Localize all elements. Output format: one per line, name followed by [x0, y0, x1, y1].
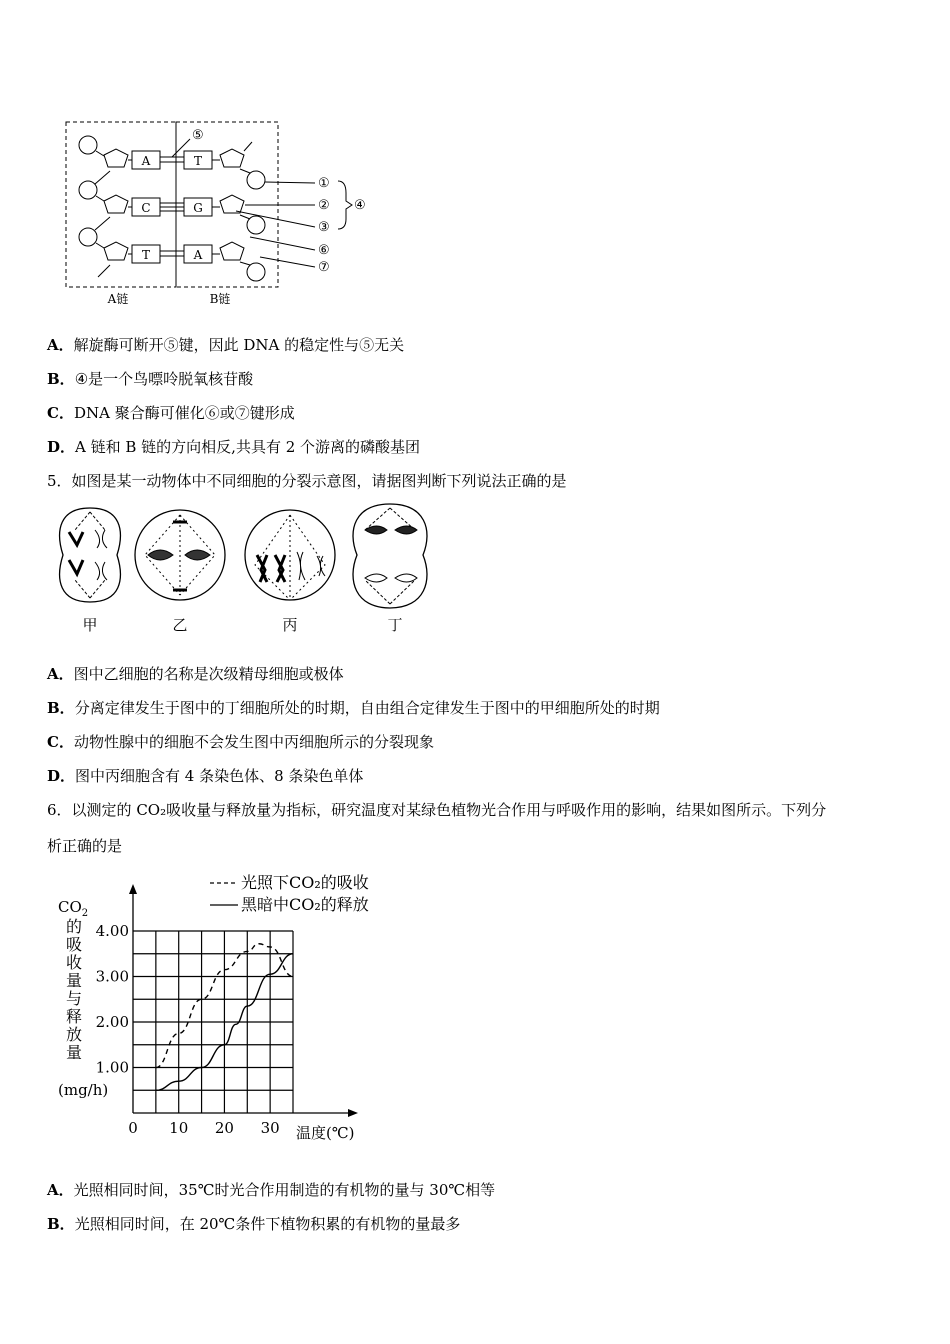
base-a-2: C [141, 201, 151, 215]
ylabel-char: 量 [66, 1043, 83, 1062]
y-tick-label: 3.00 [95, 967, 129, 986]
chart-grid [133, 931, 293, 1113]
q6-stem-line2: 析正确的是 [47, 837, 123, 855]
ylabel-co2: $CO_2$ [58, 898, 89, 919]
cell-label-bing: 丙 [282, 616, 298, 634]
legend-label-1: 黑暗中CO₂的释放 [241, 895, 369, 914]
x-tick-label: 20 [214, 1119, 234, 1137]
deoxyribose [104, 195, 128, 213]
marker-2: ② [318, 198, 330, 213]
marker-5: ⑤ [192, 128, 204, 143]
marker-7: ⑦ [318, 260, 330, 275]
y-axis-arrow [129, 884, 137, 894]
q4-option-c: C．DNA 聚合酶可催化⑥或⑦键形成 [47, 404, 295, 422]
ylabel-char: 量 [66, 971, 83, 990]
chain-b-label: B链 [209, 292, 231, 306]
dna-structure-figure [60, 115, 380, 315]
deoxyribose [104, 149, 128, 167]
q5-option-a: A．图中乙细胞的名称是次级精母细胞或极体 [47, 665, 344, 683]
x-tick-label: 0 [128, 1119, 138, 1137]
y-tick-label: 4.00 [95, 922, 129, 940]
chain-a-label: A链 [107, 292, 129, 306]
q4-option-d: D．A 链和 B 链的方向相反,共具有 2 个游离的磷酸基团 [47, 438, 421, 456]
q5-option-d: D．图中丙细胞含有 4 条染色体、8 条染色单体 [47, 767, 364, 785]
cell-label-jia: 甲 [82, 616, 98, 634]
cell-division-figure [45, 500, 445, 640]
q5-option-b: B．分离定律发生于图中的丁细胞所处的时期，自由组合定律发生于图中的甲细胞所处的时期 [47, 699, 660, 717]
cell-ding [353, 504, 427, 608]
base-b-2: G [193, 201, 203, 215]
y-tick-label: 1.00 [95, 1058, 129, 1077]
marker-4: ④ [354, 198, 366, 213]
x-tick-label: 10 [169, 1119, 189, 1137]
cell-label-ding: 丁 [387, 616, 403, 634]
chart-axes [129, 884, 358, 1117]
ylabel-char: 与 [66, 989, 83, 1008]
legend-label-0: 光照下CO₂的吸收 [241, 873, 369, 892]
deoxyribose [104, 242, 128, 260]
q5-stem: 5．如图是某一动物体中不同细胞的分裂示意图，请据图判断下列说法正确的是 [47, 472, 567, 490]
q5-option-c: C．动物性腺中的细胞不会发生图中丙细胞所示的分裂现象 [47, 733, 434, 751]
phosphate [79, 136, 97, 154]
q6-option-a: A．光照相同时间，35℃时光合作用制造的有机物的量与 30℃相等 [47, 1181, 496, 1199]
q4-option-a: A．解旋酶可断开⑤键，因此 DNA 的稳定性与⑤无关 [47, 336, 405, 354]
base-b-1: T [193, 154, 203, 168]
phosphate [79, 181, 97, 199]
ylabel-unit: (mg/h) [58, 1081, 109, 1099]
ylabel-char: 收 [66, 953, 83, 972]
chart-xlabel: 温度(℃) [296, 1124, 355, 1142]
q6-option-b: B．光照相同时间，在 20℃条件下植物积累的有机物的量最多 [47, 1215, 461, 1233]
cell-jia [60, 508, 121, 602]
ylabel-chars [66, 917, 82, 1062]
cell-label-yi: 乙 [172, 616, 188, 634]
ylabel-char: 的 [66, 917, 83, 936]
base-a-1: A [141, 154, 151, 168]
co2-chart [50, 870, 400, 1160]
marker-3: ③ [318, 220, 330, 235]
ylabel-char: 放 [66, 1025, 83, 1044]
base-a-3: T [141, 248, 151, 262]
q6-stem-line1: 6．以测定的 CO₂吸收量与释放量为指标，研究温度对某绿色植物光合作用与呼吸作用的影响，结果如图所示。下列分 [47, 801, 827, 819]
x-tick-label: 30 [260, 1119, 280, 1137]
base-b-3: A [193, 248, 203, 262]
q4-option-b: B．④是一个鸟嘌呤脱氧核苷酸 [47, 370, 254, 388]
marker-6: ⑥ [318, 243, 330, 258]
ylabel-char: 释 [66, 1007, 83, 1026]
phosphate [79, 228, 97, 246]
ylabel-char: 吸 [66, 935, 83, 954]
marker-1: ① [318, 176, 330, 191]
x-axis-arrow [348, 1109, 358, 1117]
y-tick-label: 2.00 [95, 1013, 129, 1031]
